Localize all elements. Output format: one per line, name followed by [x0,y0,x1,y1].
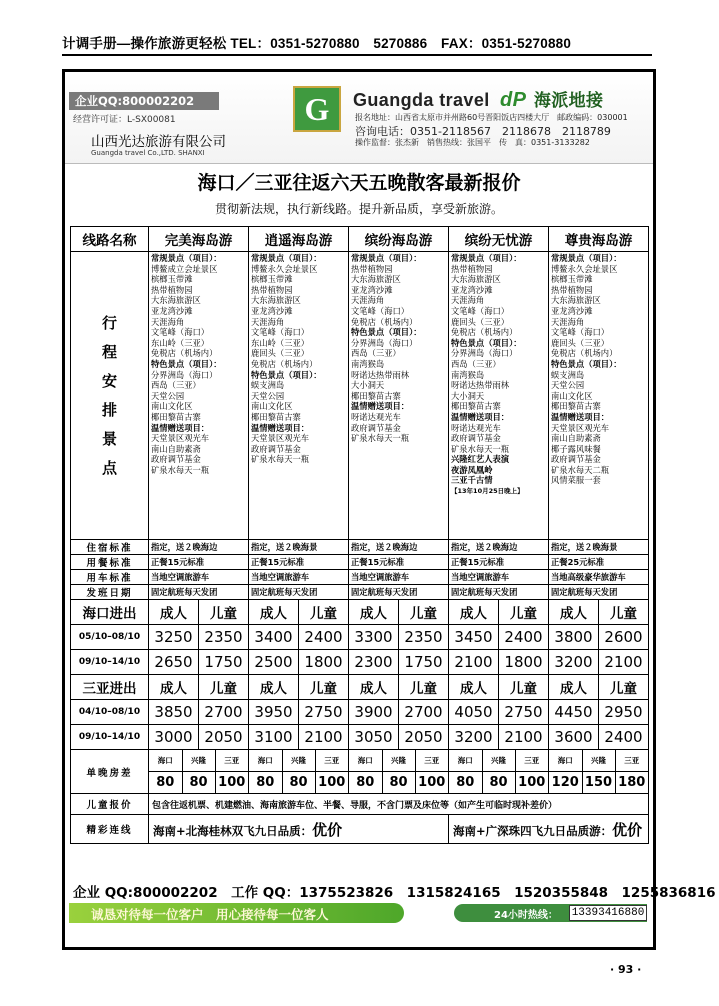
single-room-area: 海口 [449,750,482,771]
standard-row [71,555,649,570]
itinerary-cell [249,252,349,540]
itinerary-line: 南湾猴岛 [351,358,385,369]
itinerary-line: 文笔峰（海口） [151,327,210,338]
itinerary-line: 常规景点（项目）： [251,253,322,263]
itinerary-line: 温情赠送项目： [251,422,310,433]
single-room-price: 100 [518,775,546,790]
itinerary-line: 特色景点（项目）： [551,358,622,369]
price-value: 2100 [299,725,349,750]
extra-routes-row [71,815,649,844]
price-value: 3000 [149,725,199,750]
page-title: 海口／三亚往返六天五晚散客最新报价 [197,172,521,194]
itinerary-line: 槟榔玉带滩 [151,274,193,285]
price-value: 4450 [549,700,599,725]
itinerary-cell [449,252,549,540]
itinerary-line: 特色景点（项目）： [351,327,422,338]
single-room-price: 80 [249,772,282,793]
banner-address: 报名地址：山西省太原市并州路60号晋阳饭店四楼大厅 邮政编码：030001 [355,113,628,122]
standard-cell: 固定航班每天发团 [549,585,649,600]
adult-header: 成人 [449,675,499,700]
price-value: 1800 [299,650,349,675]
extra-route-text: 海南+广深珠四飞九日品质游： [453,823,613,838]
itinerary-line: 天涯海角 [451,295,485,306]
price-value: 3400 [249,625,299,650]
price-value: 4050 [449,700,499,725]
standard-row [71,570,649,585]
price-value: 2350 [399,625,449,650]
adult-header: 成人 [149,675,199,700]
extra-route-em: 优价 [312,820,343,839]
single-room-group [149,772,249,794]
itinerary-line: 大东海旅游区 [451,274,501,285]
itinerary-line: 博鳌成立会址景区 [151,263,218,274]
single-room-area: 兴隆 [182,750,215,771]
brand-name [353,86,603,112]
contact-line: 企业 QQ:800002202 工作 QQ：1375523826 1315824165 1520355848 1255836816 [73,885,716,901]
page-header [62,30,652,56]
itinerary-row [71,252,649,540]
price-row [71,725,649,750]
hotline-number: 13393416880 [569,905,647,921]
price-row [71,650,649,675]
page-subtitle: 贯彻新法规，执行新线路。提升新品质，享受新旅游。 [214,202,503,216]
single-room-price: 80 [149,772,182,793]
itinerary-line: 免税店（机场内） [251,358,318,369]
itinerary-line: 亚龙湾沙滩 [151,305,193,316]
child-header: 儿童 [199,600,249,625]
standard-cell: 指定，送２晚海景 [549,540,649,555]
itinerary-line: 天堂景区观光车 [151,433,210,444]
price-value: 2050 [199,725,249,750]
child-header: 儿童 [199,675,249,700]
adult-header: 成人 [249,600,299,625]
itinerary-line: 蜈支洲岛 [251,380,285,391]
route-name: 缤纷无忧游 [449,227,549,252]
single-room-price: 80 [282,772,315,793]
adult-header: 成人 [549,675,599,700]
price-value: 2350 [199,625,249,650]
child-header: 儿童 [399,600,449,625]
quote-table [70,226,649,844]
price-value: 2750 [499,700,549,725]
itinerary-line: 亚龙湾沙滩 [251,305,293,316]
itinerary-line: 椰田黎苗古寨 [551,401,601,412]
standard-cell: 当地空调旅游车 [149,570,249,585]
itinerary-line: 特色景点（项目）： [451,337,522,348]
child-price-label: 儿童报价 [71,794,149,815]
price-value: 2650 [149,650,199,675]
single-room-group [549,750,649,772]
price-value: 3900 [349,700,399,725]
price-value: 2700 [399,700,449,725]
route-name: 缤纷海岛游 [349,227,449,252]
standard-cell: 正餐15元标准 [349,555,449,570]
company-name-en: Guangda travel Co.,LTD. SHANXI [91,149,205,157]
itinerary-line: 鹿回头（三亚） [251,348,310,359]
standard-cell: 当地空调旅游车 [349,570,449,585]
itinerary-line: 政府调节基金 [251,443,301,454]
adult-header: 成人 [249,675,299,700]
price-value: 2400 [599,725,649,750]
itinerary-line: 东山岭（三亚） [251,337,310,348]
price-value: 2600 [599,625,649,650]
price-value: 2100 [499,725,549,750]
single-room-area: 兴隆 [382,750,415,771]
footer-slogan: 诚恳对待每一位客户 用心接待每一位客人 [91,907,329,922]
single-room-area: 三亚 [624,756,640,765]
itinerary-line: 文笔峰（海口） [251,327,310,338]
extra-route-2 [449,815,649,844]
child-header: 儿童 [599,675,649,700]
itinerary-line: 呀诺达观光车 [351,411,401,422]
price-value: 3850 [149,700,199,725]
itinerary-line: 兴隆红艺人表演 [451,454,510,465]
price-value: 3100 [249,725,299,750]
single-room-group [449,772,549,794]
price-date: 09/10–14/10 [71,725,149,750]
standard-row [71,540,649,555]
company-banner [65,72,653,164]
price-value: 3250 [149,625,199,650]
itinerary-line: 天堂公园 [251,390,285,401]
price-value: 2300 [349,650,399,675]
itinerary-line: 蜈支洲岛 [551,369,585,380]
itinerary-line: 鹿回头（三亚） [451,316,510,327]
single-room-area: 海口 [349,750,382,771]
itinerary-line: 椰田黎苗古寨 [151,411,201,422]
standard-cell: 固定航班每天发团 [249,585,349,600]
standard-cell: 当地空调旅游车 [449,570,549,585]
price-value: 3450 [449,625,499,650]
itinerary-line: 博鳌永久会址景区 [251,263,318,274]
single-room-area: 海口 [249,750,282,771]
itinerary-line: 大东海旅游区 [351,274,401,285]
itinerary-line: 分界洲岛（海口） [351,337,418,348]
child-header: 儿童 [299,600,349,625]
itinerary-line: 热带植物园 [451,263,493,274]
itinerary-line: 呀诺达热带雨林 [451,380,510,391]
single-room-group [549,772,649,794]
price-group-header [71,675,649,700]
route-name: 完美海岛游 [149,227,249,252]
itinerary-line: 常规景点（项目）： [351,253,422,263]
single-room-price: 100 [318,775,346,790]
itinerary-line: 天堂景区观光车 [251,433,310,444]
extra-routes-label: 精彩连线 [71,815,149,844]
adult-header: 成人 [449,600,499,625]
child-price-row [71,794,649,815]
standard-cell: 正餐25元标准 [549,555,649,570]
banner-ops: 操作监督：张杰新 销售热线：张国平 传 真：0351-3133282 [355,138,590,147]
standard-label: 发班日期 [71,585,149,600]
itinerary-line: 大东海旅游区 [151,295,201,306]
itinerary-line: 免税店（机场内） [451,327,518,338]
price-date: 04/10–08/10 [71,700,149,725]
company-name-cn: 山西光达旅游有限公司 [91,134,226,150]
adult-header: 成人 [149,600,199,625]
price-date: 05/10–08/10 [71,625,149,650]
itinerary-line: 西岛（三亚） [351,348,401,359]
itinerary-line: 常规景点（项目）： [451,253,522,263]
itinerary-line: 免税店（机场内） [151,348,218,359]
child-header: 儿童 [499,675,549,700]
itinerary-line: 天涯海角 [351,295,385,306]
itinerary-line: 博鳌永久会址景区 [551,263,618,274]
child-header: 儿童 [299,675,349,700]
itinerary-line: 东山岭（三亚） [151,337,210,348]
itinerary-line: 大小洞天 [451,390,485,401]
itinerary-line: 政府调节基金 [351,422,401,433]
price-value: 2500 [249,650,299,675]
single-room-header-row [71,750,649,772]
single-room-area: 三亚 [324,756,340,765]
itinerary-cell [549,252,649,540]
itinerary-line: 天堂公园 [151,390,185,401]
itinerary-line: 槟榔玉带滩 [551,274,593,285]
standard-cell: 指定，送２晚海边 [149,540,249,555]
itinerary-cell [149,252,249,540]
hotline-label: 24小时热线： [494,910,558,921]
itinerary-line: 亚龙湾沙滩 [551,305,593,316]
itinerary-line: 南湾猴岛 [451,369,485,380]
standard-cell: 指定，送２晚海景 [249,540,349,555]
route-label: 线路名称 [71,227,149,252]
footer-slogan-bar [69,903,647,923]
itinerary-line: 呀诺达观光车 [451,422,501,433]
itinerary-line: 热带植物园 [151,284,193,295]
route-name: 逍遥海岛游 [249,227,349,252]
price-group-header [71,600,649,625]
header-slogan: 计调手册—操作旅游更轻松 [62,36,227,51]
itinerary-line: 温情赠送项目： [551,411,610,422]
single-room-price: 100 [218,775,246,790]
price-value: 2100 [599,650,649,675]
standard-row [71,585,649,600]
itinerary-line: 特色景点（项目）： [251,369,322,380]
standard-cell: 正餐15元标准 [149,555,249,570]
itinerary-line: 西岛（三亚） [151,380,201,391]
itinerary-line: 矿泉水每天一瓶 [351,433,410,444]
price-value: 2400 [299,625,349,650]
route-name: 尊贵海岛游 [549,227,649,252]
single-room-price: 150 [582,772,615,793]
single-room-area: 三亚 [424,756,440,765]
standard-cell: 指定，送２晚海边 [449,540,549,555]
itinerary-line: 文笔峰（海口） [451,305,510,316]
single-room-label: 单晚房差 [71,750,149,794]
price-group-name: 三亚进出 [71,675,149,700]
child-header: 儿童 [599,600,649,625]
itinerary-line: 分界洲岛（海口） [151,369,218,380]
itinerary-line: 南山文化区 [151,401,193,412]
price-group-name: 海口进出 [71,600,149,625]
single-room-area: 海口 [549,750,582,771]
standard-label: 用车标准 [71,570,149,585]
itinerary-line: 亚龙湾沙滩 [351,284,393,295]
itinerary-line: 亚龙湾沙滩 [451,284,493,295]
single-room-group [349,772,449,794]
itinerary-line: 大东海旅游区 [251,295,301,306]
itinerary-line: 呀诺达热带雨林 [351,369,410,380]
single-room-group [449,750,549,772]
itinerary-line: 椰田黎苗古寨 [451,401,501,412]
price-value: 2400 [499,625,549,650]
single-room-value-row [71,772,649,794]
child-price-note: 包含往返机票、机建燃油、海南旅游车位、半餐、导服，不含门票及床位等（如产生可临时现补差价） [149,794,649,815]
itinerary-line: 天涯海角 [151,316,185,327]
price-value: 1800 [499,650,549,675]
itinerary-line: 免税店（机场内） [351,316,418,327]
standard-cell: 正餐15元标准 [449,555,549,570]
itinerary-line: 文笔峰（海口） [551,327,610,338]
itinerary-line: 椰田黎苗古寨 [351,390,401,401]
itinerary-line: 热带植物园 [251,284,293,295]
single-room-price: 180 [618,775,646,790]
single-room-area: 兴隆 [282,750,315,771]
itinerary-line: 南山自助素斋 [551,433,601,444]
itinerary-line: 矿泉水每天一瓶 [151,464,210,475]
price-value: 2950 [599,700,649,725]
itinerary-line: 南山文化区 [251,401,293,412]
single-room-group [249,750,349,772]
single-room-price: 80 [482,772,515,793]
itinerary-line: 大东海旅游区 [551,295,601,306]
itinerary-line: 鹿回头（三亚） [551,337,610,348]
itinerary-line: 椰子露风味餐 [551,443,601,454]
price-value: 3050 [349,725,399,750]
itinerary-line: 夜游凤凰岭 [451,464,493,475]
banner-qq: 企业QQ:800002202 [69,92,219,110]
single-room-area: 三亚 [224,756,240,765]
itinerary-line: 西岛（三亚） [451,358,501,369]
header-contact: TEL：0351-5270880 5270886 FAX：0351-5270880 [230,36,572,51]
price-value: 3200 [549,650,599,675]
price-row [71,700,649,725]
standard-label: 用餐标准 [71,555,149,570]
itinerary-line: 槟榔玉带滩 [251,274,293,285]
single-room-area: 三亚 [524,756,540,765]
child-header: 儿童 [499,600,549,625]
itinerary-line: 热带植物园 [551,284,593,295]
child-header: 儿童 [399,675,449,700]
itinerary-line: 大小洞天 [351,380,385,391]
price-value: 3300 [349,625,399,650]
single-room-group [149,750,249,772]
itinerary-line: 矿泉水每天二瓶 [551,464,610,475]
itinerary-line: 温情赠送项目： [351,401,410,412]
itinerary-line: 政府调节基金 [451,433,501,444]
itinerary-line: 温情赠送项目： [451,411,510,422]
itinerary-line: 政府调节基金 [551,454,601,465]
extra-route-text: 海南+北海桂林双飞九日品质： [153,823,313,838]
brand-en: Guangda travel [353,90,490,110]
itinerary-line: 南山自助素斋 [151,443,201,454]
itinerary-line: 天涯海角 [251,316,285,327]
single-room-price: 80 [449,772,482,793]
price-value: 2050 [399,725,449,750]
extra-route-1 [149,815,449,844]
brand-cn: 海派地接 [533,91,604,110]
adult-header: 成人 [349,675,399,700]
itinerary-line: 天堂公园 [551,380,585,391]
standard-cell: 固定航班每天发团 [149,585,249,600]
itinerary-line: 常规景点（项目）： [551,253,622,263]
itinerary-line: 矿泉水每天一瓶 [451,443,510,454]
standard-cell: 当地空调旅游车 [249,570,349,585]
itinerary-line: 南山文化区 [551,390,593,401]
itinerary-line: 特色景点（项目）： [151,358,222,369]
single-room-area: 海口 [149,750,182,771]
itinerary-line: 分界洲岛（海口） [451,348,518,359]
company-logo-icon: G [293,86,341,132]
adult-header: 成人 [349,600,399,625]
itinerary-line: 免税店（机场内） [551,348,618,359]
standard-cell: 固定航班每天发团 [349,585,449,600]
brand-dp-mark: dP [500,89,527,111]
price-value: 1750 [399,650,449,675]
itinerary-line: 天涯海角 [551,316,585,327]
adult-header: 成人 [549,600,599,625]
standard-cell: 指定，送２晚海边 [349,540,449,555]
price-value: 3800 [549,625,599,650]
itinerary-line: 政府调节基金 [151,454,201,465]
price-value: 1750 [199,650,249,675]
single-room-group [349,750,449,772]
itinerary-line: 风情菜服一套 [551,475,601,486]
itinerary-line: 椰田黎苗古寨 [251,411,301,422]
single-room-price: 80 [349,772,382,793]
itinerary-line: 【13年10月25日晚上】 [451,487,524,496]
itinerary-line: 温情赠送项目： [151,422,210,433]
price-value: 2100 [449,650,499,675]
price-value: 2700 [199,700,249,725]
price-row [71,625,649,650]
single-room-price: 80 [382,772,415,793]
license-number: 经营许可证：L-SX00081 [73,115,176,125]
hotline-bar [454,904,647,922]
standard-cell: 当地高级豪华旅游车 [549,570,649,585]
price-value: 3600 [549,725,599,750]
single-room-price: 120 [549,772,582,793]
itinerary-line: 天堂景区观光车 [551,422,610,433]
price-value: 3200 [449,725,499,750]
itinerary-label: 行 程 安 排 景 点 [71,252,149,540]
standard-cell: 正餐15元标准 [249,555,349,570]
price-value: 2750 [299,700,349,725]
page-number: · 93 · [610,963,642,976]
itinerary-line: 三亚千古情 [451,475,493,486]
itinerary-line: 矿泉水每天一瓶 [251,454,310,465]
itinerary-line: 热带植物园 [351,263,393,274]
single-room-area: 兴隆 [582,750,615,771]
itinerary-line: 文笔峰（海口） [351,305,410,316]
ad-frame [62,69,716,950]
route-header-row [71,227,649,252]
standard-label: 住宿标准 [71,540,149,555]
price-date: 09/10–14/10 [71,650,149,675]
itinerary-line: 常规景点（项目）： [151,253,222,263]
standard-cell: 固定航班每天发团 [449,585,549,600]
single-room-price: 100 [418,775,446,790]
single-room-area: 兴隆 [482,750,515,771]
itinerary-cell [349,252,449,540]
price-value: 3950 [249,700,299,725]
single-room-group [249,772,349,794]
extra-route-em: 优价 [612,820,643,839]
single-room-price: 80 [182,772,215,793]
banner-phones: 咨询电话：0351-2118567 2118678 2118789 [355,125,611,138]
